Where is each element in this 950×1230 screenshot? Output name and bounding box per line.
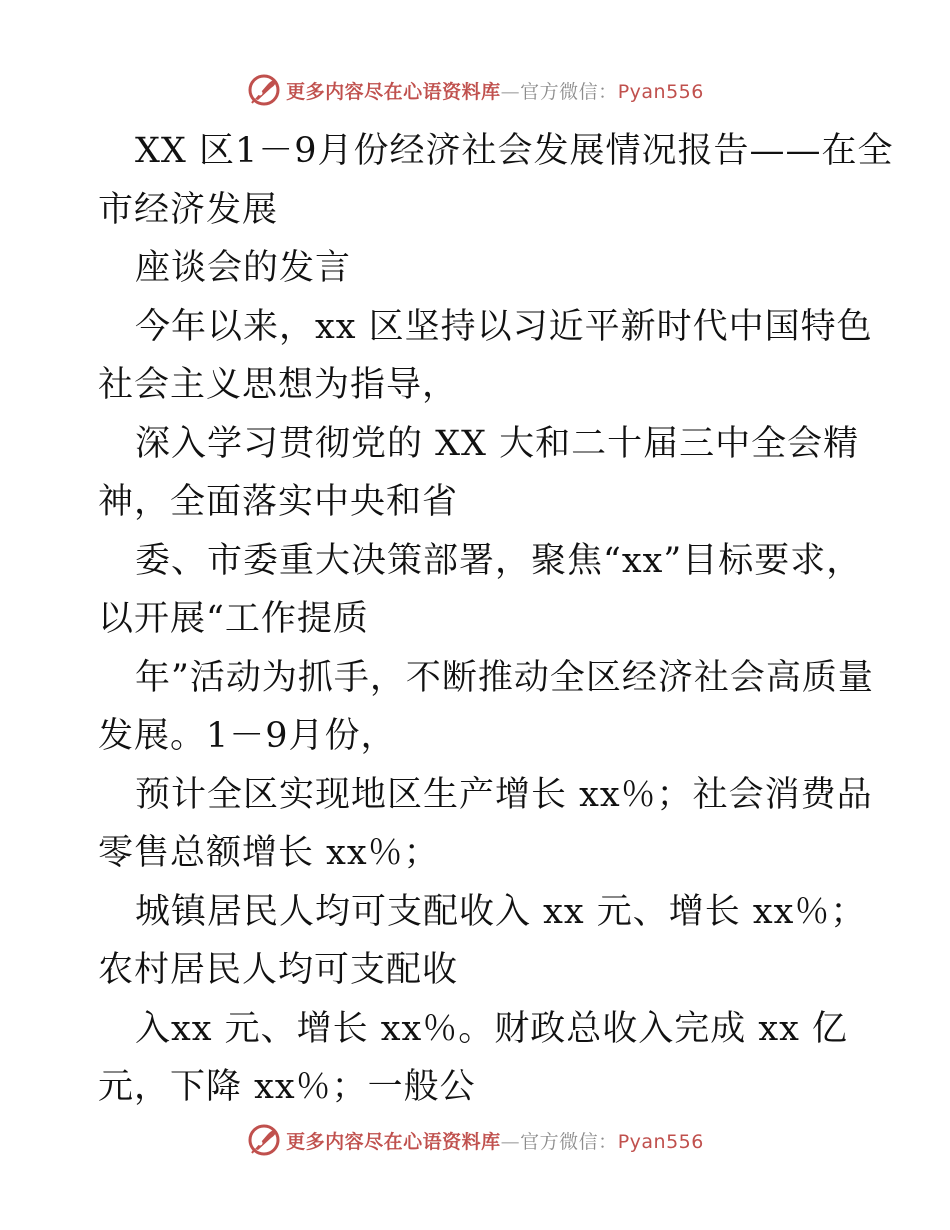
document-line: 预计全区实现地区生产增长 xx％；社会消费品 <box>135 774 873 815</box>
document-line: 农村居民人均可支配收 <box>98 950 459 990</box>
feather-pen-circle-icon <box>246 72 282 108</box>
feather-pen-circle-icon <box>246 1122 282 1158</box>
document-line: 委、市委重大决策部署，聚焦“xx”目标要求， <box>135 540 863 581</box>
footer-watermark <box>0 1122 950 1158</box>
document-line: 深入学习贯彻党的 XX 大和二十届三中全会精 <box>135 423 860 464</box>
document-line: XX 区1－9月份经济社会发展情况报告——在全 <box>135 131 894 171</box>
document-line: 座谈会的发言 <box>135 248 352 288</box>
header-watermark <box>0 72 950 108</box>
document-line: 市经济发展 <box>98 189 279 230</box>
watermark-separator: — <box>500 1130 521 1153</box>
document-line: 神，全面落实中央和省 <box>98 482 459 522</box>
watermark-label: 官方微信： <box>520 1130 618 1153</box>
document-line: 城镇居民人均可支配收入 xx 元、增长 xx％； <box>135 891 867 932</box>
watermark-wechat-id: Pyan556 <box>617 1130 704 1153</box>
document-line: 以开展“工作提质 <box>98 599 369 639</box>
document-body <box>98 122 894 1117</box>
document-line: 入xx 元、增长 xx％。财政总收入完成 xx 亿 <box>135 1008 848 1049</box>
document-line: 今年以来，xx 区坚持以习近平新时代中国特色 <box>135 306 873 347</box>
document-line: 社会主义思想为指导， <box>98 365 459 405</box>
watermark-wechat-id: Pyan556 <box>617 80 704 103</box>
watermark-brand: 更多内容尽在心语资料库 <box>286 80 501 103</box>
document-line: 零售总额增长 xx％； <box>98 833 440 873</box>
watermark-label: 官方微信： <box>520 80 618 103</box>
document-line: 年”活动为抓手，不断推动全区经济社会高质量 <box>135 657 874 698</box>
watermark-text <box>286 77 704 104</box>
document-line: 元，下降 xx％；一般公 <box>98 1067 476 1107</box>
watermark-separator: — <box>500 80 521 103</box>
watermark-text <box>286 1127 704 1154</box>
document-line: 发展。1－9月份， <box>98 716 397 756</box>
watermark-brand: 更多内容尽在心语资料库 <box>286 1130 501 1153</box>
